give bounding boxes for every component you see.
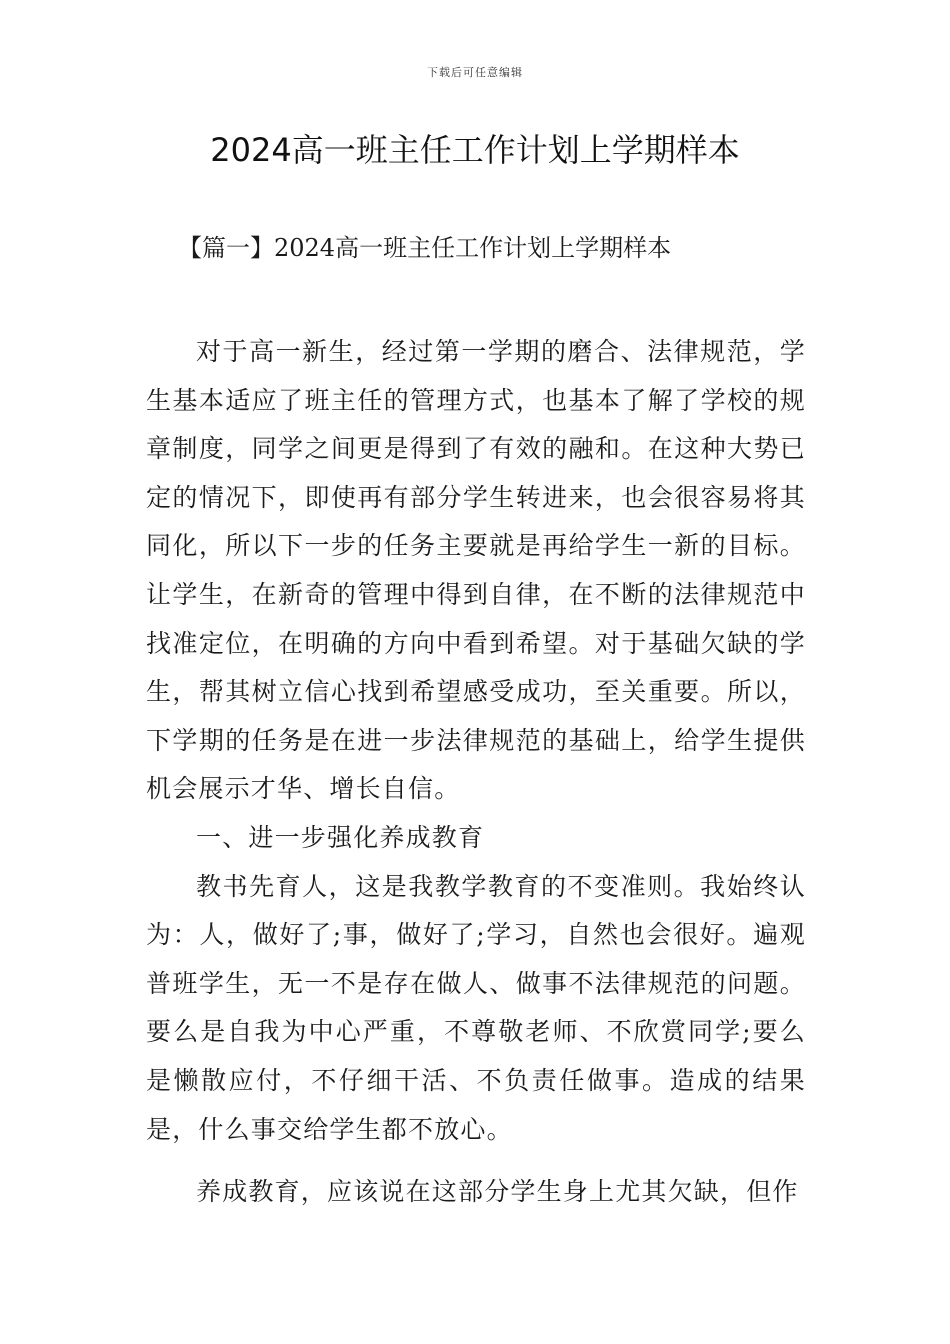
header-note: 下载后可任意编辑 <box>427 66 523 79</box>
subheading-habit-education: 一、进一步强化养成教育 <box>196 822 485 852</box>
document-body <box>146 328 806 1217</box>
paragraph-habit-education: 养成教育，应该说在这部分学生身上尤其欠缺，但作 <box>196 1177 799 1207</box>
section-heading: 【篇一】2024高一班主任工作计划上学期样本 <box>178 234 672 262</box>
paragraph-teaching-principle: 教书先育人，这是我教学教育的不变准则。我始终认为：人，做好了;事，做好了;学习，自然也会很好。遍观普班学生，无一不是存在做人、做事不法律规范的问题。要么是自我为中心严重，不尊敬老师、不欣赏同学;要么是懒散应付，不仔细干活、不负责任做事。造成的结果是，什么事交给学生都不放心。 <box>146 871 806 1144</box>
document-title: 2024高一班主任工作计划上学期样本 <box>210 131 740 169</box>
paragraph-intro: 对于高一新生，经过第一学期的磨合、法律规范，学生基本适应了班主任的管理方式，也基本了解了学校的规章制度，同学之间更是得到了有效的融和。在这种大势已定的情况下，即使再有部分学生转进来，也会很容易将其同化，所以下一步的任务主要就是再给学生一新的目标。让学生，在新奇的管理中得到自律，在不断的法律规范中找准定位，在明确的方向中看到希望。对于基础欠缺的学生，帮其树立信心找到希望感受成功，至关重要。所以，下学期的任务是在进一步法律规范的基础上，给学生提供机会展示才华、增长自信。 <box>146 337 806 804</box>
